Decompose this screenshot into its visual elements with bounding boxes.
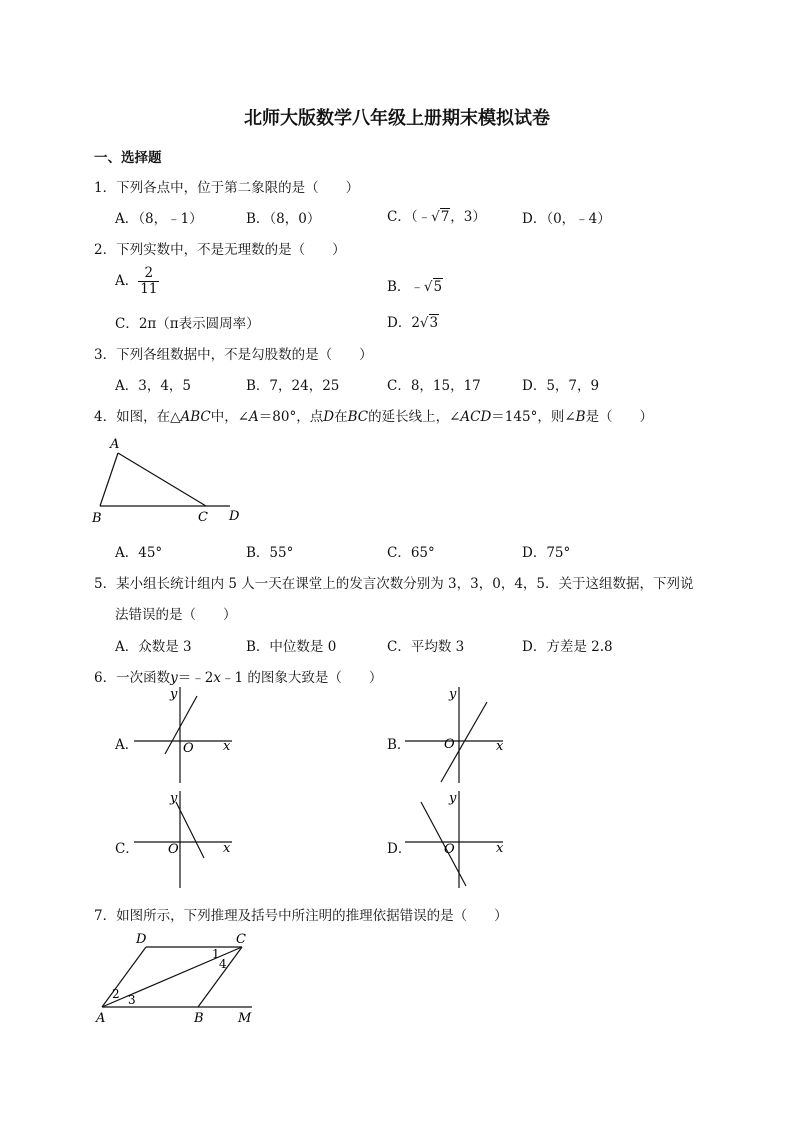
question-7-stem: 7．如图所示，下列推理及括号中所注明的推理依据错误的是（ ） [94,908,508,924]
angle-1-label: 1 [212,947,220,961]
vertex-b-label: B [194,1011,204,1026]
q5-option-a: A．众数是 3 [115,639,192,655]
origin-label: O [183,741,194,756]
vertex-a-label: A [96,1011,106,1026]
q4-option-a: A．45° [115,545,163,561]
angle-4-label: 4 [219,957,227,971]
q3-option-c: C．8，15，17 [387,378,481,394]
q1-option-d: D．（0，﹣4） [522,211,611,227]
q6-graph-d [403,788,513,890]
q6-option-c-label: C． [115,841,139,857]
origin-label: O [168,842,179,857]
angle-3-label: 3 [128,993,136,1007]
question-3-stem: 3．下列各组数据中，不是勾股数的是（ ） [94,347,373,363]
q6-option-b-label: B． [387,737,411,753]
section-heading: 一、选择题 [94,150,162,166]
x-axis-label: x [496,739,504,754]
q7-parallelogram-figure [88,928,263,1026]
origin-label: O [444,737,455,752]
q4-option-c: C．65° [387,545,435,561]
vertex-b-label: B [92,511,102,526]
q4-triangle-figure [88,434,258,530]
q1-option-a: A．（8，﹣1） [115,211,203,227]
q1-option-c: C．（﹣√7，3） [387,209,486,225]
y-axis-label: y [170,687,178,702]
x-axis-label: x [223,841,231,856]
question-6-stem: 6．一次函数y＝﹣2x﹣1 的图象大致是（ ） [94,670,383,686]
q2-option-d: D．2√3 [387,315,439,331]
x-axis-label: x [223,739,231,754]
q2-option-c: C．2π（π表示圆周率） [115,316,260,332]
q1-option-b: B．（8，0） [246,211,321,227]
q2-option-b: B．﹣√5 [387,279,443,295]
q6-graph-b [403,684,513,784]
y-axis-label: y [449,791,457,806]
q6-graph-c [132,788,242,890]
q3-option-d: D．5，7，9 [522,378,600,394]
question-5-stem-line1: 5．某小组长统计组内 5 人一天在课堂上的发言次数分别为 3，3，0，4，5．关于这组数据，下列说 [94,576,694,592]
q5-option-d: D．方差是 2.8 [522,639,613,655]
vertex-d-label: D [136,932,147,947]
vertex-a-label: A [110,437,120,452]
question-2-stem: 2．下列实数中，不是无理数的是（ ） [94,242,346,258]
vertex-c-label: C [236,932,246,947]
origin-label: O [444,842,455,857]
question-5-stem-line2: 法错误的是（ ） [115,607,237,623]
y-axis-label: y [170,791,178,806]
vertex-c-label: C [198,510,208,525]
q3-option-b: B．7，24，25 [246,378,340,394]
q3-option-a: A．3，4，5 [115,378,192,394]
q4-option-b: B．55° [246,545,294,561]
q6-graph-a [132,684,242,784]
point-d-label: D [229,509,240,524]
q5-option-c: C．平均数 3 [387,639,465,655]
q6-option-d-label: D． [387,841,412,857]
q5-option-b: B．中位数是 0 [246,639,337,655]
angle-2-label: 2 [112,987,120,1001]
q6-option-a-label: A． [115,737,139,753]
point-m-label: M [238,1011,252,1026]
question-4-stem: 4．如图，在△ABC中，∠A＝80°，点D在BC的延长线上，∠ACD＝145°，则∠B是（ ） [94,409,654,425]
y-axis-label: y [449,687,457,702]
q4-option-d: D．75° [522,545,571,561]
fraction: $\frac{2}{11}$ [140,265,158,297]
question-1-stem: 1．下列各点中，位于第二象限的是（ ） [94,180,360,196]
radical: 7 [440,209,450,225]
page-title: 北师大版数学八年级上册期末模拟试卷 [244,108,550,129]
q2-option-a: A． $\frac{2}{11}$ [115,265,158,297]
x-axis-label: x [496,841,504,856]
